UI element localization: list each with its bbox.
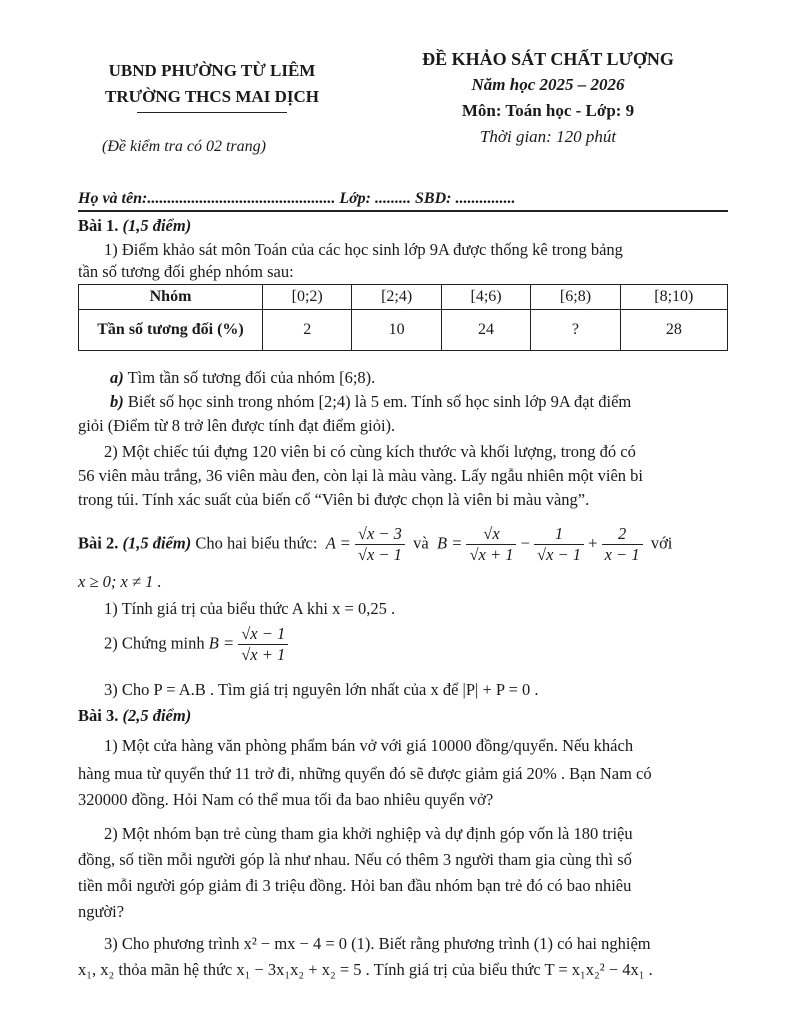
header-underline	[137, 112, 287, 113]
expr-a-num: √x − 3	[355, 524, 405, 545]
bai2-q2-den: √x + 1	[241, 645, 286, 664]
school-name: TRƯỜNG THCS MAI DỊCH	[105, 87, 319, 106]
bai2-q3: 3) Cho P = A.B . Tìm giá trị nguyên lớn nhất của x để |P| + P = 0 .	[104, 680, 539, 699]
bai1-points: (1,5 điểm)	[122, 216, 192, 235]
expr-a-fraction	[355, 524, 405, 565]
qb-text: Biết số học sinh trong nhóm [2;4) là 5 em. Tính số học sinh lớp 9A đạt điểm	[127, 392, 632, 411]
expr-b-f2-den: √x − 1	[537, 545, 582, 564]
bai1-q1-intro: 1) Điểm khảo sát môn Toán của các học sinh lớp 9A được thống kê trong bảng	[104, 240, 623, 259]
bai2-intro: Cho hai biểu thức:	[195, 533, 318, 553]
bai1-qb-cont: giỏi (Điểm từ 8 trở lên được tính đạt điểm giỏi).	[78, 416, 396, 435]
table-header-group: Nhóm	[79, 285, 263, 310]
bai3-q1-line3: 320000 đồng. Hỏi Nam có thể mua tối đa bao nhiêu quyển vở?	[78, 790, 494, 809]
bai2-q2-num: √x − 1	[238, 624, 288, 645]
bai1-title: Bài 1.	[78, 216, 119, 235]
header-rule	[78, 210, 728, 212]
bai3-points: (2,5 điểm)	[122, 706, 192, 725]
table-cell-value: 28	[620, 310, 727, 351]
frequency-table	[78, 284, 728, 351]
expr-b-f1-den: √x + 1	[469, 545, 514, 564]
table-header-frequency: Tần số tương đối (%)	[79, 310, 263, 351]
bai1-q2-line2: 56 viên màu trắng, 36 viên màu đen, còn lại là màu vàng. Lấy ngẫu nhiên một viên bi	[78, 466, 643, 485]
exam-title: ĐỀ KHẢO SÁT CHẤT LƯỢNG	[422, 49, 674, 69]
expr-b-frac3	[602, 524, 643, 565]
student-info-line: Họ và tên:............................................... Lớp: ......... SBD: ...............	[78, 190, 516, 207]
bai3-title: Bài 3.	[78, 706, 119, 725]
table-cell-group: [6;8)	[531, 285, 620, 310]
bai1-q2-line1: 2) Một chiếc túi đựng 120 viên bi có cùng kích thước và khối lượng, trong đó có	[104, 442, 636, 461]
table-cell-value: ?	[531, 310, 620, 351]
bai2-q2	[104, 624, 288, 665]
bai3-q3-line1: 3) Cho phương trình x² − mx − 4 = 0 (1). Biết rằng phương trình (1) có hai nghiệm	[104, 934, 651, 953]
bai3-q1-line1: 1) Một cửa hàng văn phòng phẩm bán vở với giá 10000 đồng/quyển. Nếu khách	[104, 736, 634, 755]
school-header	[62, 58, 362, 113]
table-cell-group: [2;4)	[352, 285, 441, 310]
qa-label: a)	[110, 368, 124, 387]
table-cell-value: 10	[352, 310, 441, 351]
table-row-frequency	[79, 310, 728, 351]
qa-text: Tìm tần số tương đối của nhóm [6;8).	[127, 368, 376, 387]
bai3-q2-line1: 2) Một nhóm bạn trẻ cùng tham gia khởi nghiệp và dự định góp vốn là 180 triệu	[104, 824, 633, 843]
exam-header	[378, 46, 718, 150]
bai2-q2-fraction	[238, 624, 288, 665]
expr-b-f3-num: 2	[602, 524, 643, 545]
bai2-points: (1,5 điểm)	[122, 533, 192, 553]
table-row-groups	[79, 285, 728, 310]
with-word: với	[650, 533, 673, 553]
bai1-heading	[78, 214, 191, 238]
expr-b-f1-num: √x	[466, 524, 516, 545]
table-cell-value: 24	[441, 310, 530, 351]
bai2-condition: x ≥ 0; x ≠ 1 .	[78, 572, 162, 591]
bai3-q2-line3: tiền mỗi người góp giảm đi 3 triệu đồng. Hỏi ban đầu nhóm bạn trẻ đó có bao nhiêu	[78, 876, 632, 895]
bai1-qa	[110, 366, 375, 390]
expr-a-den: √x − 1	[357, 545, 402, 564]
and-word: và	[413, 533, 429, 553]
expr-b-f2-num: 1	[534, 524, 584, 545]
table-cell-group: [4;6)	[441, 285, 530, 310]
bai3-q2-line2: đồng, số tiền mỗi người góp là như nhau. Nếu có thêm 3 người tham gia cùng thì số	[78, 850, 632, 869]
bai1-q1-intro-cont: tần số tương đối ghép nhóm sau:	[78, 262, 294, 281]
bai2-heading: Bài 2. (1,5 điểm) Cho hai biểu thức: A = $\frac{√x - 3}{√x - 1}$ và B = $\frac{√x}{√x + 1}$ − $\frac{1}{√x - 1}$ + $\frac{2}{x - 1}$ với	[78, 524, 673, 564]
bai3-heading	[78, 704, 191, 728]
table-cell-group: [8;10)	[620, 285, 727, 310]
table-cell-value: 2	[263, 310, 352, 351]
bai3-q2-line4: người?	[78, 902, 125, 921]
expr-b-frac2	[534, 524, 584, 565]
expr-b-frac1	[466, 524, 516, 565]
bai2-q2-lhs: B =	[208, 633, 235, 653]
table-cell-group: [0;2)	[263, 285, 352, 310]
exam-time: Thời gian: 120 phút	[479, 127, 617, 146]
bai2-title: Bài 2.	[78, 533, 119, 553]
expr-b-f3-den: x − 1	[604, 545, 640, 564]
bai1-q2-line3: trong túi. Tính xác suất của biến cố “Viên bi được chọn là viên bi màu vàng”.	[78, 490, 590, 509]
pages-note: (Đề kiểm tra có 02 trang)	[102, 138, 266, 155]
qb-label: b)	[110, 392, 124, 411]
bai2-q1: 1) Tính giá trị của biểu thức A khi x = 0,25 .	[104, 599, 396, 618]
bai3-q1-line2: hàng mua từ quyển thứ 11 trở đi, những quyển đó sẽ được giảm giá 20% . Bạn Nam có	[78, 764, 652, 783]
bai2-q2-prefix: 2) Chứng minh	[104, 633, 205, 653]
expr-a-lhs: A =	[325, 533, 351, 553]
bai3-q3-line2: x₁, x₂ thỏa mãn hệ thức x₁ − 3x₁x₂ + x₂ = 5 . Tính giá trị của biểu thức T = x₁x₂² − 4x₁ .	[78, 960, 653, 979]
expr-b-lhs: B =	[436, 533, 463, 553]
exam-subject: Môn: Toán học - Lớp: 9	[461, 101, 635, 120]
bai1-qb	[110, 390, 631, 414]
exam-year: Năm học 2025 – 2026	[471, 75, 625, 94]
authority-name: UBND PHƯỜNG TỪ LIÊM	[108, 61, 316, 80]
